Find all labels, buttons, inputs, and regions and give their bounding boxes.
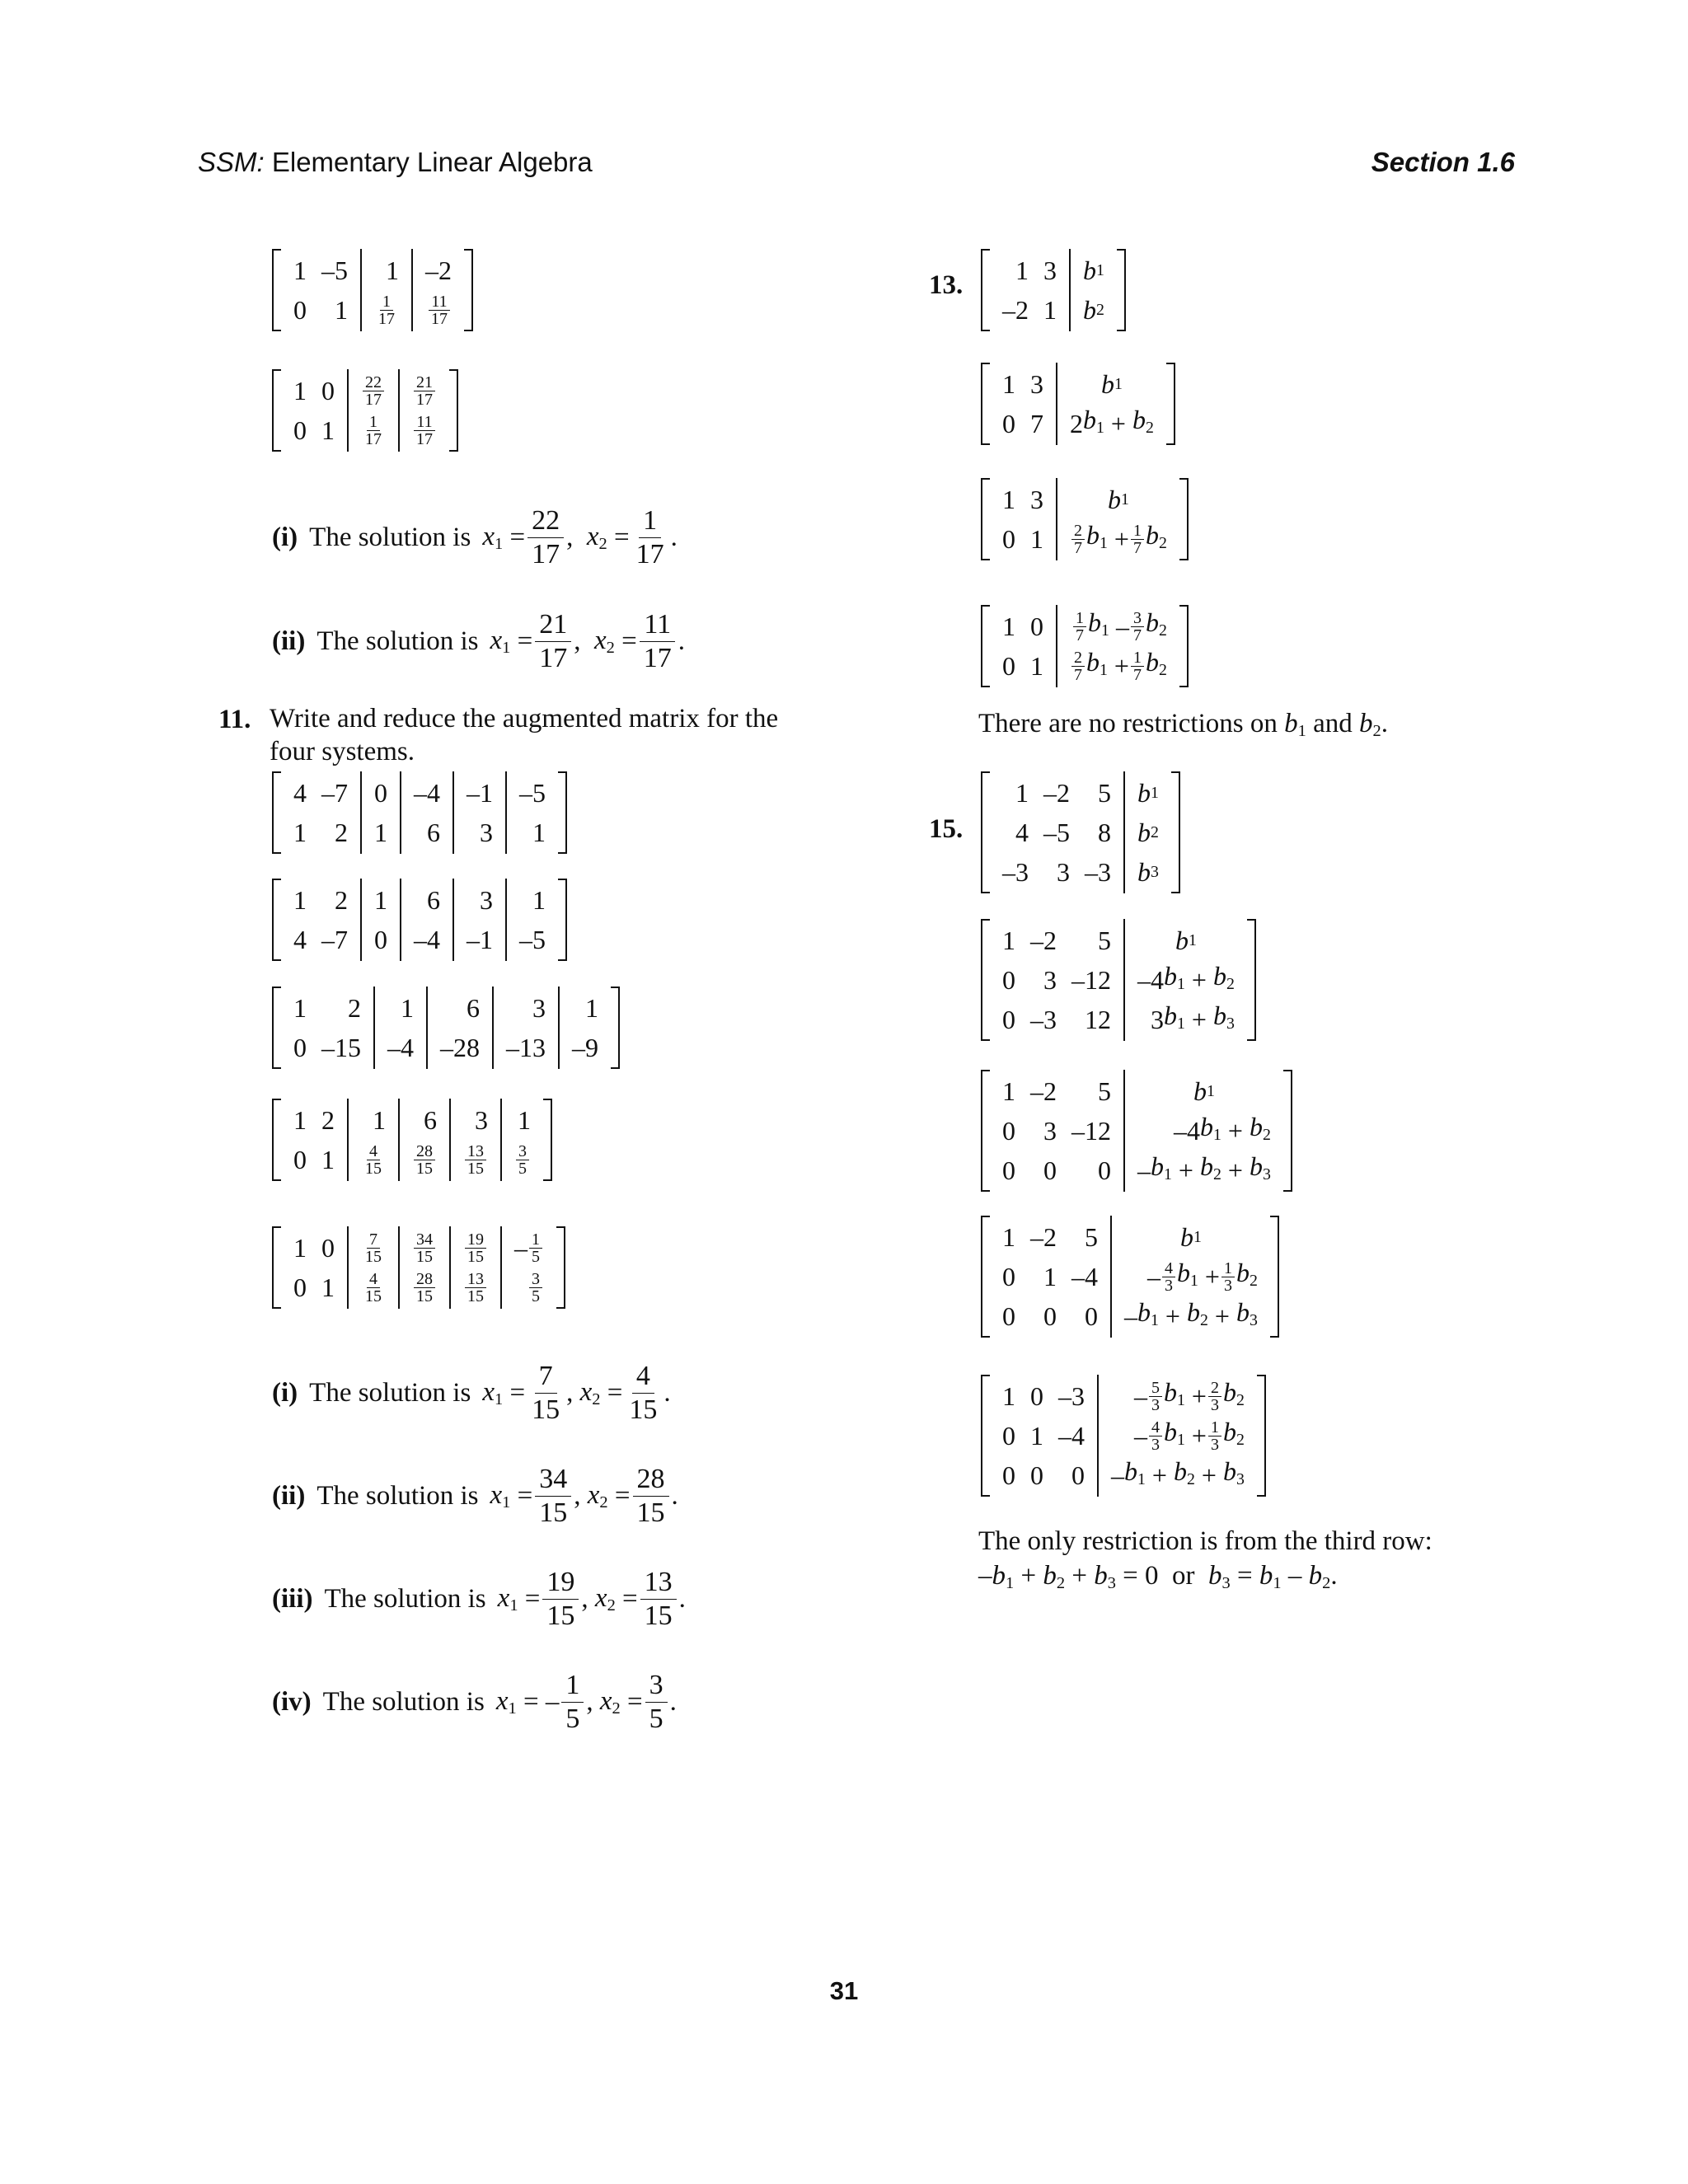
- matrix-problem-11-scale: 1 2 0 1 1 4 15 6 28 15 3 13 15 1 3 5: [272, 1099, 552, 1181]
- problem-number-13: 13.: [929, 270, 964, 300]
- problem-11-text-line2: four systems.: [270, 737, 415, 766]
- solution-11-iii: (iii) The solution is $x_1$ = 19 15 , $x_2$ = 13 15 .: [272, 1567, 686, 1631]
- running-header-title: SSM: Elementary Linear Algebra: [198, 147, 593, 177]
- matrix-problem-11-eliminate: 1 2 0 –15 1 –4 6 –28 3 –13 1 –9: [272, 987, 620, 1069]
- solution-ii: (ii) The solution is $x_1$ = 21 17 , $x_2$ = 11 17 .: [272, 609, 685, 673]
- solution-i: (i) The solution is $x_1$ = 22 17 , $x_2$ = 1 17 .: [272, 505, 678, 569]
- matrix-problem-13-step2: 1 3 0 1 b 1 2 7 $b_1$ + 1 7 $b_2$: [981, 478, 1189, 560]
- problem-number-15: 15.: [929, 814, 964, 844]
- problem-15-conclusion-line2: $-b_1 + b_2 + b_3 = 0$ or $b_3 = b_1 - b_2$.: [978, 1561, 1338, 1593]
- solution-11-ii: (ii) The solution is $x_1$ = 34 15 , $x_2$ = 28 15 .: [272, 1464, 678, 1528]
- page-number: 31: [829, 1976, 859, 2005]
- solution-11-iv: (iv) The solution is $x_1$ = – 1 5 , $x_2$ = 3 5 .: [272, 1670, 677, 1734]
- solution-11-i: (i) The solution is $x_1$ = 7 15 , $x_2$ = 4 15 .: [272, 1361, 671, 1425]
- matrix-problem-11-initial: 4 –7 1 2 0 1 –4 6 –1 3 –5 1: [272, 771, 567, 854]
- running-header-section: Section 1.6: [1371, 147, 1515, 177]
- matrix-problem-15-step1: 1 –2 5 0 3 –12 0 –3 12 b 1 –4 $b_1$ + $b_2$ 3 $b_1$ + $b_3$: [981, 919, 1256, 1041]
- matrix-problem-13-reduced: 1 0 0 1 1 7 $b_1$ – 3 7 $b_2$ 2 7 $b_1$ + 1 7 $b_2$: [981, 605, 1189, 687]
- matrix-problem-11-reduced: 1 0 0 1 7 15 4 15 34 15 28 15 19 15 13 15 – 1 5 3 5: [272, 1226, 565, 1309]
- matrix-problem-15-step2: 1 –2 5 0 3 –12 0 0 0 b 1 –4 $b_1$ + $b_2$ – $b_1$ + $b_2$ + $b_3$: [981, 1070, 1292, 1192]
- matrix-problem-13-initial: 1 3 –2 1 b 1 b 2: [981, 249, 1126, 331]
- problem-15-conclusion-line1: The only restriction is from the third row:: [978, 1526, 1432, 1556]
- problem-11-text-line1: Write and reduce the augmented matrix for the: [270, 704, 779, 733]
- matrix-problem-15-step3: 1 –2 5 0 1 –4 0 0 0 b 1 – 4 3 $b_1$ + 1 3 $b_2$ – $b_1$ + $b_2$ + $b_3$: [981, 1216, 1279, 1338]
- problem-13-conclusion: There are no restrictions on $b_1$ and $b_2$.: [978, 709, 1388, 741]
- problem-number-11: 11.: [218, 705, 251, 734]
- matrix-row-reduce-1: 1 –5 0 1 1 1 17 –2 11 17: [272, 249, 473, 331]
- matrix-row-reduce-2: 1 0 0 1 22 17 1 17 21 17 11 17: [272, 369, 458, 452]
- matrix-problem-11-swap: 1 2 4 –7 1 0 6 –4 3 –1 1 –5: [272, 879, 567, 961]
- matrix-problem-13-step1: 1 3 0 7 b 1 2 $b_1$ + $b_2$: [981, 363, 1175, 445]
- matrix-problem-15-initial: 1 –2 5 4 –5 8 –3 3 –3 b 1 b 2 b 3: [981, 771, 1180, 893]
- matrix-problem-15-reduced: 1 0 –3 0 1 –4 0 0 0 – 5 3 $b_1$ + 2 3 $b_2$ – 4 3 $b_1$ + 1 3 $b_2$ – $b_1$ + $b_2$ + $b_3$: [981, 1375, 1266, 1497]
